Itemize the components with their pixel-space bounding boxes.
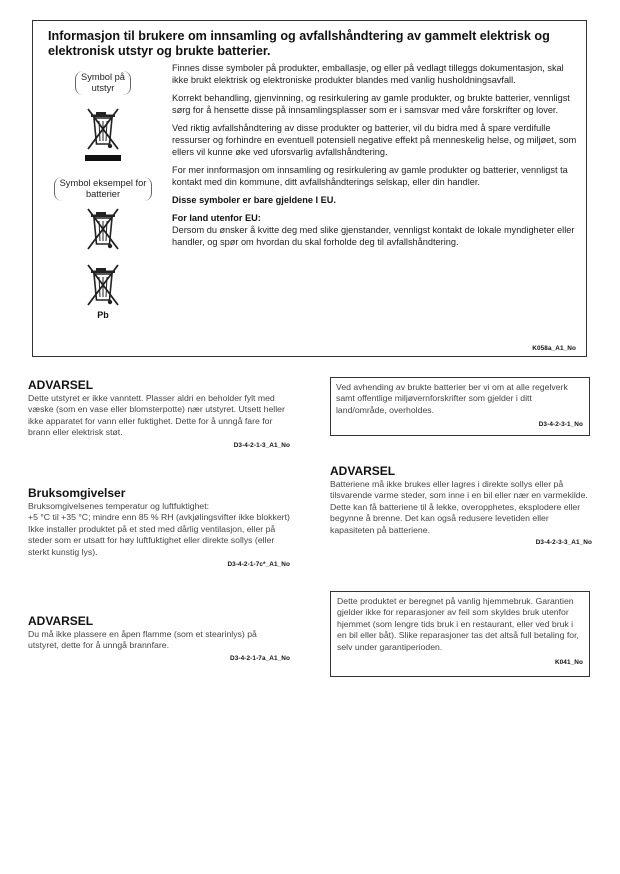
notice-text: Ved avhending av brukte batterier ber vi om at alle regelverk samt offentlige miljøvernforskrifter som gjelder i ditt land/område, overholdes. xyxy=(336,382,568,415)
doc-code: D3-4-2-3-1_No xyxy=(538,420,583,428)
notice-text: Dette produktet er beregnet på vanlig hjemmebruk. Garantien gjelder ikke for reparasjoner av feil som skyldes bruk utenfor hjemmet (som lengre tids bruk i en restaurant, eller ved bruk i en bil eller båt). Slike reparasjoner tas det altså full betaling for, selv under garantiperioden. xyxy=(337,596,579,652)
doc-code: K041_No xyxy=(554,658,583,666)
crossed-bin-equipment-icon xyxy=(85,107,121,151)
doc-code: K058a_A1_No xyxy=(532,345,576,352)
section-text: Du må ikke plassere en åpen flamme (som et stearinlys) på utstyret, dette for å unngå brannfare. xyxy=(28,629,257,651)
info-paragraph: For mer innformasjon om innsamling og resirkulering av gamle produkter og batterier, vennligst ta kontakt med din kommune, ditt avfallshåndterings selskap, eller din handler. xyxy=(172,165,568,187)
doc-code: D3-4-2-1-7c*_A1_No xyxy=(227,561,290,569)
warning-water-section xyxy=(28,378,290,451)
outside-eu-text: Dersom du ønsker å kvitte deg med slike gjenstander, vennligst kontakt de lokale myndigheter eller handler, og spør om hvordan du skal forholde deg til avfallshåndtering. xyxy=(172,225,575,247)
crossed-bin-battery-icon xyxy=(85,207,121,251)
outside-eu-heading: For land utenfor EU: xyxy=(172,213,261,223)
battery-symbol-legend xyxy=(48,177,158,202)
doc-code: D3-4-2-1-7a_A1_No xyxy=(230,654,290,662)
section-text: Batteriene må ikke brukes eller lagres i direkte sollys eller på tilsvarende varme steder, som inne i en bil eller nær en varmekilde. Dette kan få batteriene til å lekke, overopphetes, eksplodere eller begynne å brenne. Det kan også redusere levetiden eller kapasiteten på batteriene. xyxy=(330,479,588,535)
info-paragraph: Korrekt behandling, gjenvinning, og resirkulering av gamle produkter, og brukte batterier, vennligst sørg for å hensette disse på innsamlingsplasser som er i samsvar med våre forskrifter og lover. xyxy=(172,93,570,115)
symbol-battery-label: Symbol eksempel for batterier xyxy=(54,177,152,201)
household-use-notice xyxy=(330,591,590,677)
info-paragraph: Ved riktig avfallshåndtering av disse produkter og batterier, vil du bidra med å spare verdifulle ressurser og forhindre en eventuell potensiell negative effekt på menneskelig helse, og miljøet, som ellers vil kunne øke ved uforsvarlig avfallshåndtering. xyxy=(172,123,577,157)
section-text: +5 °C til +35 °C; mindre enn 85 % RH (avkjølingsvifter ikke blokkert) xyxy=(28,512,290,523)
environment-section xyxy=(28,486,290,570)
doc-code: D3-4-2-3-3_A1_No xyxy=(535,539,592,547)
section-text: Ikke installer produktet på et sted med dårlig ventilasjon, eller på steder som er utsatt for høy luftfuktighet eller direkte sollys (eller sterkt kunstig lys). xyxy=(28,523,276,557)
symbol-equipment-label: Symbol på utstyr xyxy=(75,71,131,95)
equipment-symbol-legend xyxy=(48,71,158,96)
section-text: Dette utstyret er ikke vanntett. Plasser aldri en beholder fylt med væske (som en vase eller blomsterpotte) nær utstyret. Utsett heller ikke apparatet for vann eller fuktighet. Dette for å unngå fare for brann eller elektrisk støt. xyxy=(28,393,285,438)
section-text: Bruksomgivelsenes temperatur og luftfuktighet: xyxy=(28,501,210,511)
info-text xyxy=(172,62,577,248)
pb-label: Pb xyxy=(97,310,109,320)
eu-only-note: Disse symboler er bare gjeldene I EU. xyxy=(172,195,336,205)
doc-code: D3-4-2-1-3_A1_No xyxy=(233,441,290,449)
info-paragraph: Finnes disse symboler på produkter, emballasje, og eller på vedlagt tilleggs dokumentasjon, skal ikke brukt elektrisk og elektroniske produkter blandes med vanlig husholdningsavfall. xyxy=(172,63,564,85)
section-heading: Bruksomgivelser xyxy=(28,486,126,500)
weee-info-box xyxy=(32,20,587,357)
warning-flame-section xyxy=(28,614,290,664)
separator-bar-icon xyxy=(85,155,121,161)
section-heading: ADVARSEL xyxy=(28,614,94,628)
section-heading: ADVARSEL xyxy=(330,464,396,478)
section-heading: ADVARSEL xyxy=(28,378,94,392)
info-title: Informasjon til brukere om innsamling og avfallshåndtering av gammelt elektrisk og elektronisk utstyr og brukte batterier. xyxy=(48,29,550,58)
crossed-bin-pb-icon xyxy=(85,263,121,307)
battery-disposal-notice xyxy=(330,377,590,436)
warning-battery-section xyxy=(330,464,592,548)
